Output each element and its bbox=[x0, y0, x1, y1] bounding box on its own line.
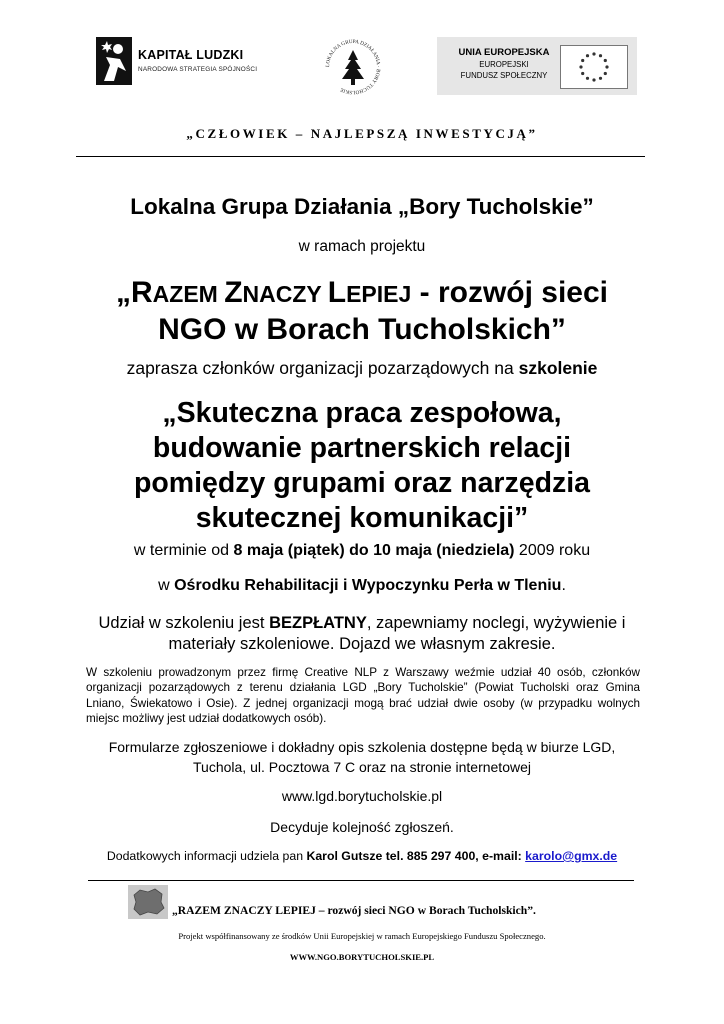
training-title-line: budowanie partnerskich relacji bbox=[152, 432, 572, 464]
footer-url[interactable]: WWW.NGO.BORYTUCHOLSKIE.PL bbox=[289, 952, 435, 962]
kapital-ludzki-emblem-icon bbox=[96, 37, 132, 85]
footer-divider bbox=[88, 880, 634, 881]
training-title bbox=[0, 396, 724, 536]
region-map-icon bbox=[128, 885, 168, 919]
participation-info: Udział w szkoleniu jest BEZPŁATNY, zapewniamy noclegi, wyżywienie i materiały szkoleniowe. Dojazd we własnym zakresie. bbox=[98, 614, 626, 653]
training-dates: w terminie od 8 maja (piątek) do 10 maja (niedziela) 2009 roku bbox=[133, 542, 591, 559]
pine-tree-seal-icon bbox=[322, 36, 384, 98]
motto: „CZŁOWIEK – NAJLEPSZĄ INWESTYCJĄ” bbox=[186, 126, 538, 141]
kapital-ludzki-logo bbox=[96, 33, 266, 93]
eu-flag-icon bbox=[560, 45, 628, 89]
project-title: „RAZEM ZNACZY LEPIEJ - rozwój sieci NGO w Borach Tucholskich” bbox=[0, 275, 724, 348]
training-title-line: „Skuteczna praca zespołowa, bbox=[162, 397, 562, 429]
forms-info: Formularze zgłoszeniowe i dokładny opis szkolenia dostępne będą w biurze LGD, Tuchola, ul. Pocztowa 7 C oraz na stronie internetowej bbox=[108, 739, 616, 775]
invitation-bold: szkolenie bbox=[518, 358, 598, 378]
website-link[interactable]: www.lgd.borytucholskie.pl bbox=[281, 788, 443, 804]
kapital-ludzki-title: KAPITAŁ LUDZKI bbox=[138, 48, 244, 62]
eu-line-2: EUROPEJSKI bbox=[479, 59, 529, 69]
project-title-line-2: NGO w Borach Tucholskich” bbox=[158, 313, 566, 346]
seal-ring-text: LOKALNA GRUPA DZIAŁANIA · BORY TUCHOLSKIE bbox=[324, 38, 382, 96]
training-title-line: skutecznej komunikacji” bbox=[195, 502, 529, 534]
order-note: Decyduje kolejność zgłoszeń. bbox=[270, 819, 454, 835]
eu-title: UNIA EUROPEJSKA bbox=[458, 47, 550, 58]
training-title-line: pomiędzy grupami oraz narzędzia bbox=[133, 467, 591, 499]
training-venue: w Ośrodku Rehabilitacji i Wypoczynku Perła w Tleniu. bbox=[158, 577, 566, 594]
organizer-heading: Lokalna Grupa Działania „Bory Tucholskie” bbox=[130, 194, 594, 219]
footer-cofinance: Projekt współfinansowany ze środków Unii Europejskiej w ramach Europejskiego Funduszu Społecznego. bbox=[178, 931, 546, 941]
eu-line-3: FUNDUSZ SPOŁECZNY bbox=[460, 71, 548, 80]
contact-email-link[interactable]: karolo@gmx.de bbox=[525, 849, 618, 863]
kapital-ludzki-subtitle: NARODOWA STRATEGIA SPÓJNOŚCI bbox=[138, 66, 258, 73]
header-divider bbox=[76, 156, 645, 157]
footer-project-name: „RAZEM ZNACZY LEPIEJ – rozwój sieci NGO w Borach Tucholskich”. bbox=[172, 904, 536, 917]
invitation-text: zaprasza członków organizacji pozarządowych na szkolenie bbox=[126, 358, 598, 378]
contact-info: Dodatkowych informacji udziela pan Karol Gutsze tel. 885 297 400, e-mail: karolo@gmx.de bbox=[106, 849, 618, 863]
lgd-seal-logo bbox=[322, 36, 384, 98]
training-details: W szkoleniu prowadzonym przez firmę Creative NLP z Warszawy weźmie udział 40 osób, członków organizacji pozarządowych z terenu działania LGD „Bory Tucholskie” (Powiat Tucholski oraz Gmina Lniano, Świekatowo i Osie). Z jednej organizacji mogą brać udział dwie osoby (w przypadku wolnych miejsc możliwy jest udział dodatkowych osób). bbox=[86, 666, 640, 726]
eu-efs-logo bbox=[437, 37, 637, 95]
project-intro: w ramach projektu bbox=[298, 238, 426, 255]
